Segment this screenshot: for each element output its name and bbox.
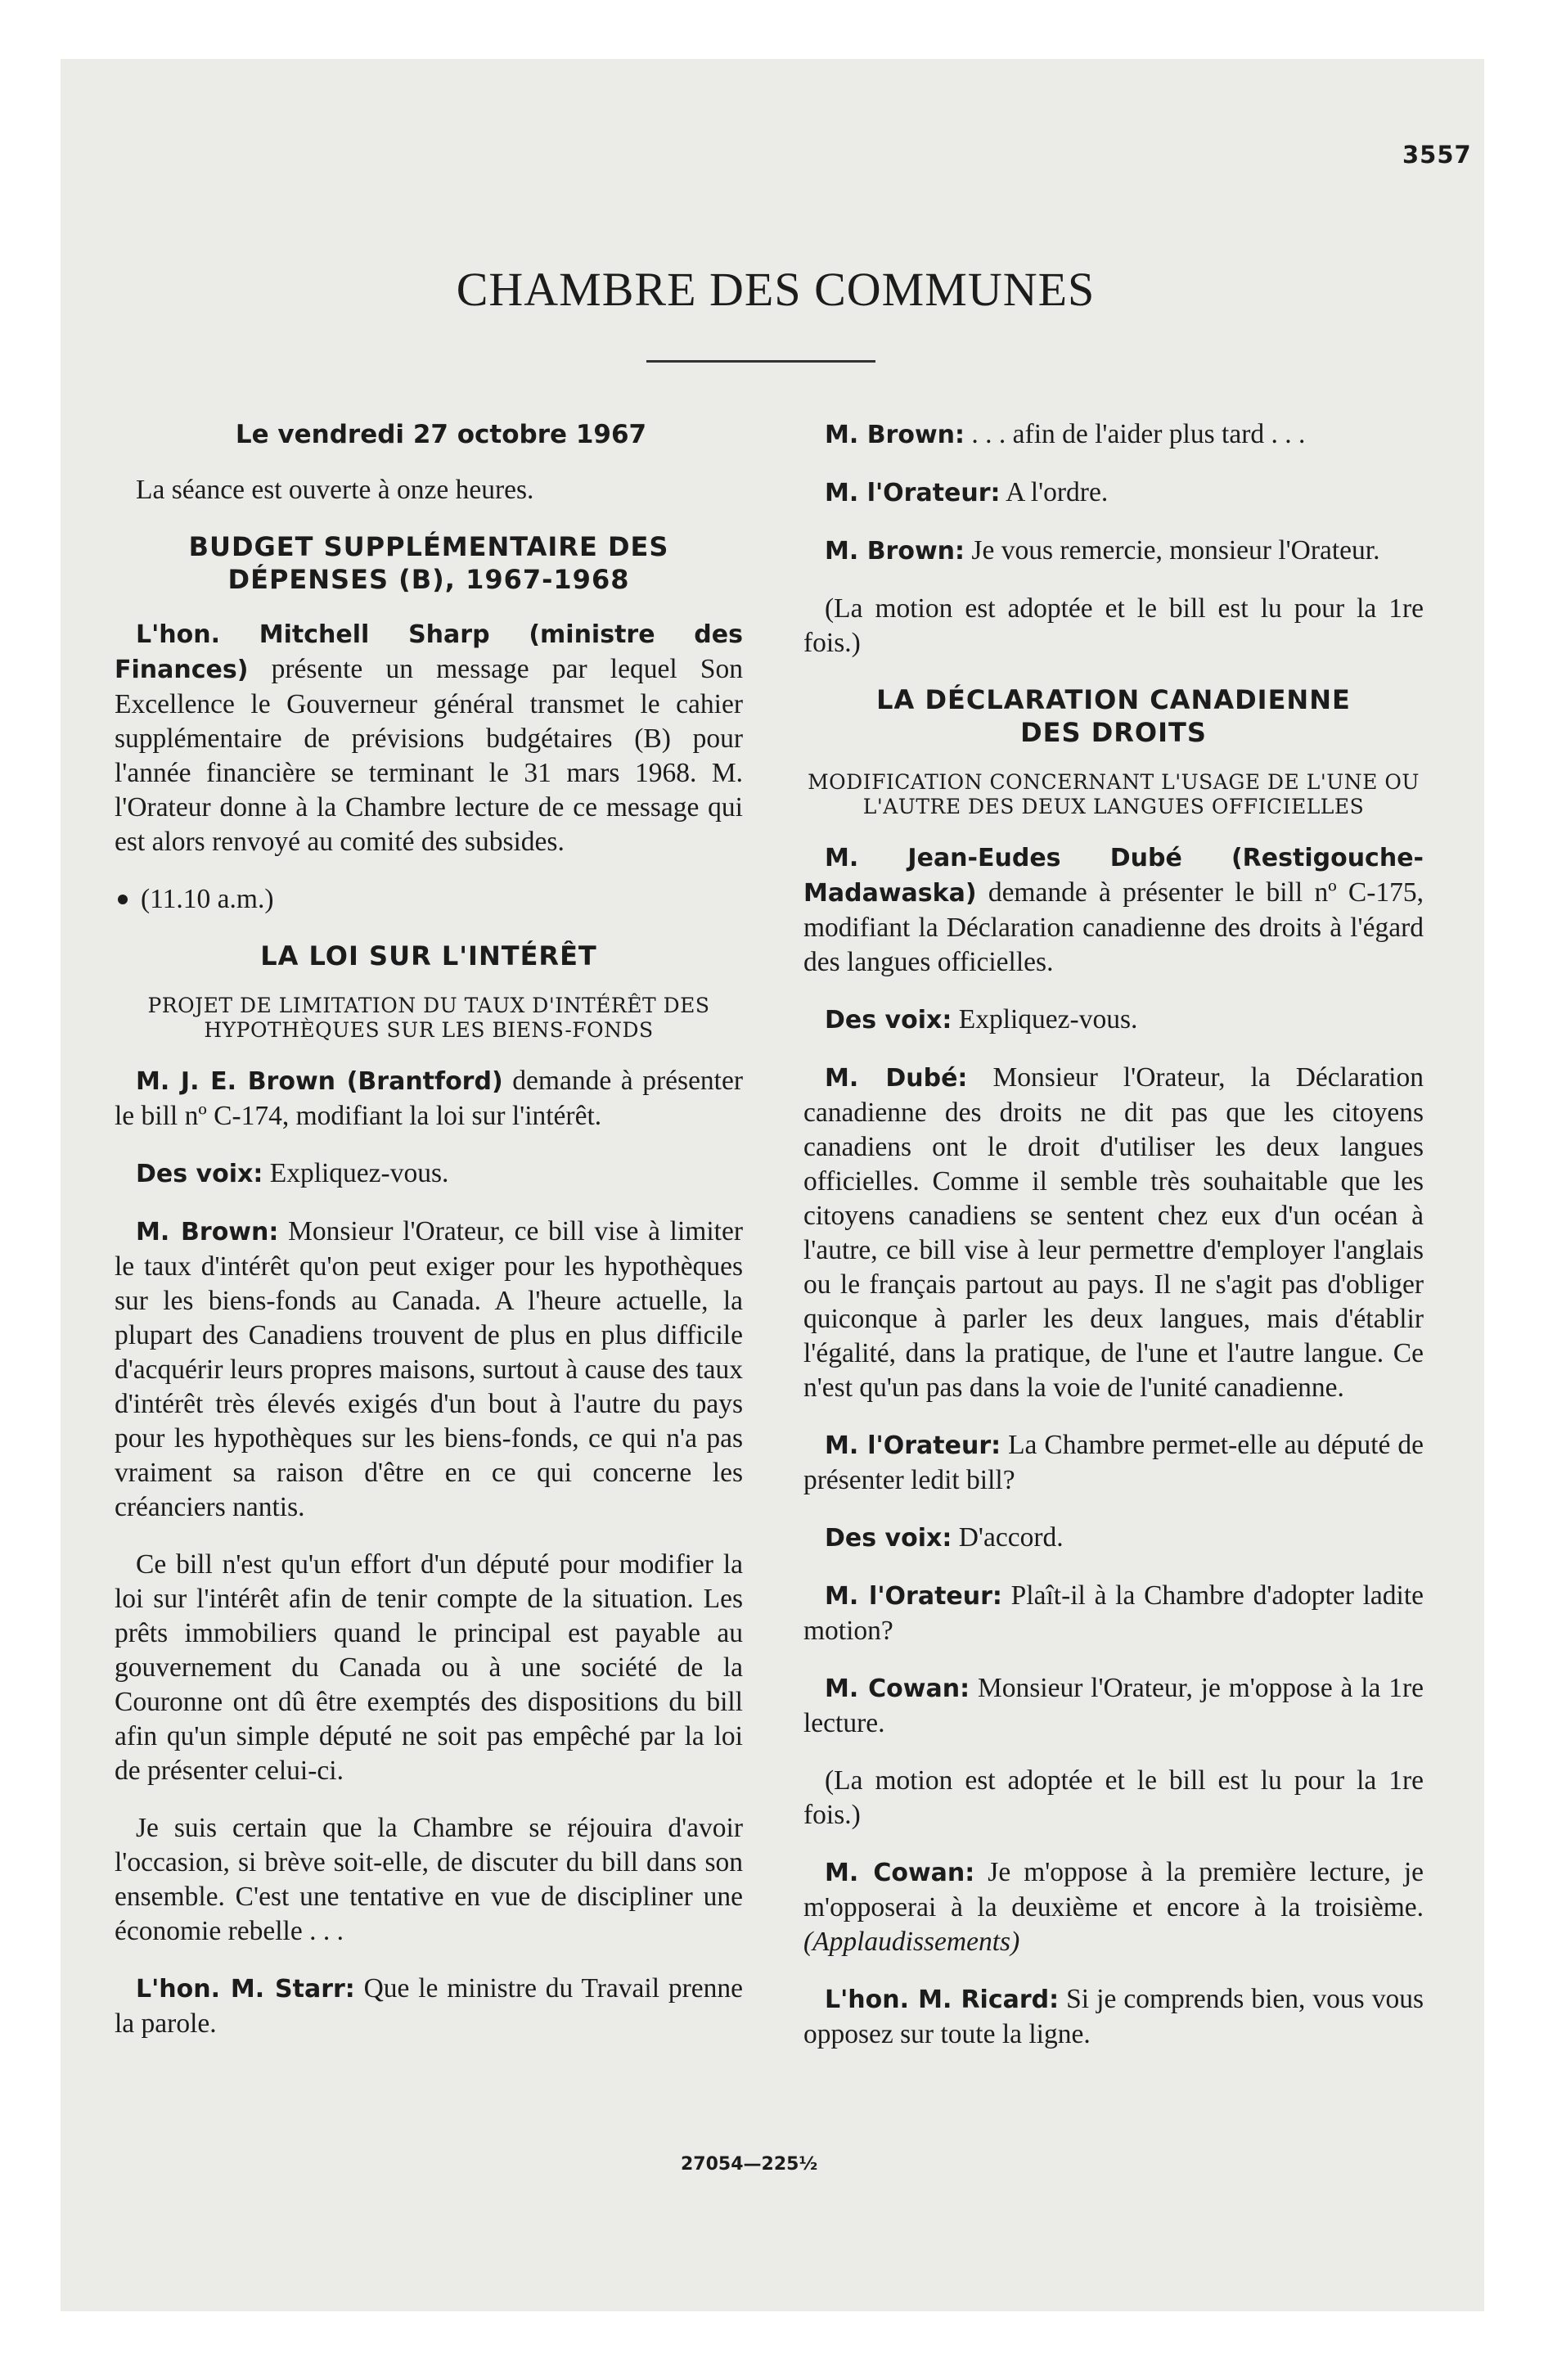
- speaker-name: M. l'Orateur:: [825, 1582, 1002, 1611]
- title-rule: [646, 360, 875, 363]
- speaker-name: M. Cowan:: [825, 1859, 975, 1887]
- budget-heading-line1: BUDGET SUPPLÉMENTAIRE DES: [188, 531, 669, 562]
- right-paragraph-3: [803, 534, 1424, 569]
- right-paragraph-6: [803, 1003, 1424, 1038]
- interest-paragraph-1: [115, 1064, 743, 1134]
- paragraph-text: présente un message par lequel Son Excellence le Gouverneur général transmet le cahier supplémentaire de prévisions budgétaires (B) pour l'année financière se terminant le 31 mars 1968. M. l'Orateur donne à la Chambre lecture de ce message qui est alors renvoyé au comité des subsides.: [115, 654, 743, 857]
- sitting-date: Le vendredi 27 octobre 1967: [235, 420, 647, 449]
- right-paragraph-7: [803, 1061, 1424, 1405]
- paragraph-text: D'accord.: [958, 1522, 1064, 1553]
- speaker-name: M. Brown:: [825, 537, 965, 566]
- paragraph-text: Plaît-il à la Chambre d'adopter ladite motion?: [803, 1580, 1424, 1646]
- paragraph-text: Je vous remercie, monsieur l'Orateur.: [971, 535, 1380, 566]
- signature-code: 27054—225½: [681, 2154, 818, 2175]
- time-marker: [115, 882, 743, 917]
- right-paragraph-8: [803, 1428, 1424, 1498]
- speaker-name: M. l'Orateur:: [825, 479, 1001, 507]
- interest-paragraph-5: Je suis certain que la Chambre se réjouira d'avoir l'occasion, si brève soit-elle, de discuter du bill dans son ensemble. C'est une tentative en vue de discipliner une économie rebelle . . .: [115, 1813, 743, 1946]
- right-paragraph-2: [803, 476, 1424, 511]
- speaker-name: Des voix:: [825, 1006, 952, 1034]
- paragraph-text: Monsieur l'Orateur, ce bill vise à limiter le taux d'intérêt qu'on peut exiger pour les hypothèques sur les biens-fonds au Canada. A l'heure actuelle, la plupart des Canadiens trouvent de plus en plus difficile d'acquérir leurs propres maisons, surtout à cause des taux d'intérêt très élevés exigés d'un bout à l'autre du pays pour les hypothèques sur les biens-fonds, ce qui n'a pas vraiment sa raison d'être en ce qui concerne les créanciers nantis.: [115, 1216, 743, 1522]
- speaker-name: L'hon. M. Ricard:: [825, 1986, 1060, 2014]
- speaker-name: M. l'Orateur:: [825, 1431, 1001, 1460]
- right-paragraph-14: [803, 1982, 1424, 2052]
- paragraph-text: Si je comprends bien, vous vous opposez sur toute la ligne.: [803, 1984, 1424, 2049]
- paragraph-text: Expliquez-vous.: [958, 1004, 1138, 1034]
- paragraph-text: Monsieur l'Orateur, je m'oppose à la 1re lecture.: [803, 1673, 1424, 1738]
- right-paragraph-9: [803, 1521, 1424, 1556]
- budget-paragraph: [115, 617, 743, 859]
- right-paragraph-12: (La motion est adoptée et le bill est lu pour la 1re fois.): [803, 1765, 1424, 1830]
- paragraph-text: demande à présenter le bill nº C-174, modifiant la loi sur l'intérêt.: [115, 1066, 744, 1131]
- declaration-subheading: MODIFICATION CONCERNANT L'USAGE DE L'UNE OU L'AUTRE DES DEUX LANGUES OFFICIELLES: [808, 770, 1420, 818]
- paragraph-text: Que le ministre du Travail prenne la parole.: [115, 1973, 743, 2039]
- paragraph-text: Monsieur l'Orateur, la Déclaration canadienne des droits ne dit pas que les citoyens canadiens ont le droit d'utiliser les deux langues officielles. Comme il semble très souhaitable que les citoyens canadiens se sentent chez eux d'un océan à l'autre, ce bill vise à leur permettre d'employer l'anglais ou le français partout au pays. Il ne s'agit pas d'obliger quiconque à parler les deux langues, mais d'établir l'égalité, dans la pratique, de l'une et l'autre langue. Ce n'est qu'un pas dans la voie de l'unité canadienne.: [803, 1062, 1424, 1403]
- speaker-name: M. Brown:: [825, 421, 965, 449]
- interest-paragraph-3: [115, 1215, 743, 1525]
- speaker-name: Des voix:: [136, 1160, 263, 1188]
- right-paragraph-10: [803, 1579, 1424, 1648]
- right-paragraph-13: [803, 1855, 1424, 1959]
- speaker-name: M. J. E. Brown (Brantford): [136, 1067, 503, 1096]
- interest-paragraph-4: Ce bill n'est qu'un effort d'un député pour modifier la loi sur l'intérêt afin de tenir compte de la situation. Les prêts immobiliers quand le principal est payable au gouvernement du Canada ou à une société de la Couronne ont dû être exemptés des dispositions du bill afin qu'un simple député ne soit pas empêché par la loi de présenter celui-ci.: [115, 1549, 743, 1786]
- speaker-name: M. Jean-Eudes Dubé (Restigouche-Madawaska): [803, 844, 1424, 908]
- page-title: CHAMBRE DES COMMUNES: [456, 263, 1096, 316]
- speaker-name: Des voix:: [825, 1524, 952, 1553]
- opening-line: La séance est ouverte à onze heures.: [136, 475, 534, 505]
- paragraph-text: . . . afin de l'aider plus tard . . .: [971, 419, 1306, 449]
- budget-heading-line2: DÉPENSES (B), 1967-1968: [227, 564, 630, 595]
- left-column: [115, 417, 743, 2064]
- right-paragraph-1: [803, 417, 1424, 453]
- interest-subheading: PROJET DE LIMITATION DU TAUX D'INTÉRÊT DES HYPOTHÈQUES SUR LES BIENS-FONDS: [147, 994, 710, 1042]
- speaker-name: M. Dubé:: [825, 1064, 968, 1093]
- speaker-name: L'hon. Mitchell Sharp (ministre des Finances): [115, 620, 743, 684]
- interest-paragraph-2: [115, 1156, 743, 1192]
- applause-note: (Applaudissements): [803, 1927, 1020, 1957]
- bullet-icon: [118, 895, 128, 904]
- right-column: [803, 417, 1424, 2075]
- speaker-name: L'hon. M. Starr:: [136, 1975, 355, 2004]
- interest-paragraph-6: [115, 1972, 743, 2041]
- declaration-heading: [803, 683, 1424, 749]
- speaker-name: M. Cowan:: [825, 1675, 970, 1703]
- budget-heading: [115, 530, 743, 596]
- declaration-heading-line1: LA DÉCLARATION CANADIENNE: [876, 684, 1351, 715]
- paragraph-text: A l'ordre.: [1006, 477, 1109, 507]
- paragraph-text: Je m'oppose à la première lecture, je m'opposerai à la deuxième et encore à la troisième.: [803, 1857, 1424, 1922]
- declaration-heading-line2: DES DROITS: [1020, 717, 1207, 748]
- right-paragraph-4: (La motion est adoptée et le bill est lu pour la 1re fois.): [803, 593, 1424, 658]
- page-number: 3557: [1402, 141, 1472, 169]
- right-paragraph-11: [803, 1671, 1424, 1741]
- time-marker-text: (11.10 a.m.): [141, 884, 274, 914]
- speaker-name: M. Brown:: [136, 1218, 279, 1246]
- paragraph-text: Expliquez-vous.: [269, 1158, 449, 1188]
- right-paragraph-5: [803, 841, 1424, 980]
- paragraph-text: demande à présenter le bill nº C-175, modifiant la Déclaration canadienne des droits à l'égard des langues officielles.: [803, 877, 1424, 977]
- interest-heading: LA LOI SUR L'INTÉRÊT: [260, 940, 597, 971]
- paragraph-text: La Chambre permet-elle au député de présenter ledit bill?: [803, 1430, 1424, 1495]
